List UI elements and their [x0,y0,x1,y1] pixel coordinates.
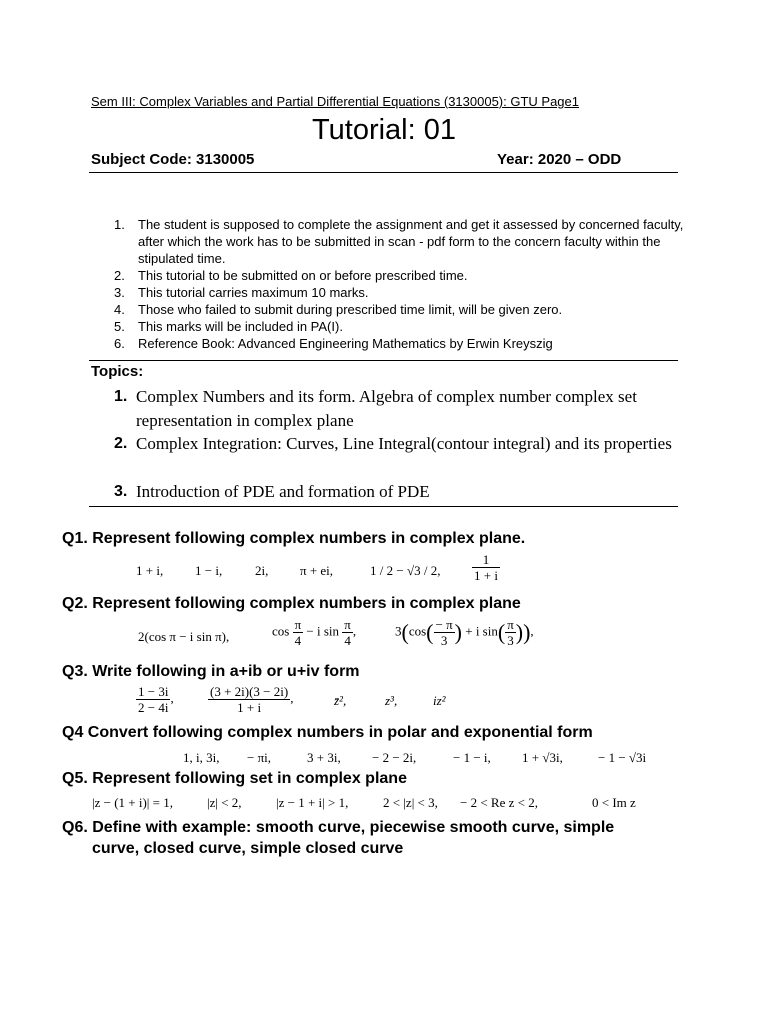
topic-number: 1. [114,388,128,405]
q3-expr: z̄², [334,693,347,708]
instruction-item: This tutorial to be submitted on or before prescribed time. [138,268,468,283]
fraction-numerator: (3 + 2i)(3 − 2i) [210,684,289,699]
topic-number: 2. [114,435,128,452]
q3-expr: iz² [433,693,446,708]
q1-expr: 2i, [255,563,269,578]
year: Year: 2020 – ODD [497,151,622,168]
instruction-item: This tutorial carries maximum 10 marks. [138,285,369,300]
fraction-numerator: 1 − 3i [138,684,169,699]
fraction-numerator: π [344,617,351,632]
q1-expr: π + ei, [300,563,334,578]
q4-expr: − 1 − √3i [598,750,647,765]
q1-expr: 1 − i, [195,563,223,578]
fraction-denominator: 3 [507,633,514,648]
fraction-numerator: 1 [472,552,500,568]
topics-divider [89,506,678,507]
coefficient: 3 [395,623,402,639]
q3-expr: $\frac{(3 + 2i)(3 - 2i)}{1 + i}$ , [210,684,294,715]
topic-text: Complex Numbers and its form. Algebra of complex number complex set representation in complex plane [136,387,637,430]
cos-text: cos [272,623,290,639]
topic-number: 3. [114,483,128,500]
q5-expr: 2 < |z| < 3, [383,795,438,810]
q4-expr: − 2 − 2i, [372,750,417,765]
q3-expr: z³, [385,693,398,708]
q5-expr: |z − (1 + i)| = 1, [92,795,173,810]
instruction-item: The student is supposed to complete the assignment and get it assessed by concerned faculty, after which the work has to be submitted in scan - pdf form to the concern faculty within the stipulated time. [138,217,684,266]
minus-isin-text: − i sin [306,623,340,639]
q2-expr: 3(cos( $\frac{- \pi}{3}$ ) + i sin( $\frac{\pi}{3}$ )), [395,617,534,648]
instruction-item: This marks will be included in PA(I). [138,319,343,334]
q3-expr: $\frac{1 - 3i}{2 - 4i}$ , [138,684,174,715]
topic-item [114,385,676,433]
fraction-denominator: 1 + i [237,700,262,715]
q4-expr: 3 + 3i, [307,750,341,765]
q4-expr: 1 + √3i, [522,750,563,765]
topic-text: Introduction of PDE and formation of PDE [136,482,430,501]
fraction-denominator: 4 [344,633,351,648]
fraction-denominator: 1 + i [474,568,498,583]
instruction-item: Reference Book: Advanced Engineering Mathematics by Erwin Kreyszig [138,336,553,351]
q1-expr: 1 / 2 − √3 / 2, [370,563,441,578]
q2-expr: cos $\frac{\pi}{4}$ − i sin $\frac{\pi}{4}$ , [272,617,357,648]
topic-item [114,432,676,456]
topic-item [114,480,676,504]
question-1: Q1. Represent following complex numbers in complex plane. [62,530,526,547]
q5-expr: 0 < Im z [592,795,636,810]
fraction-denominator: 4 [294,633,302,648]
q2-expr: 2(cos π − i sin π), [138,629,230,644]
course-header: Sem III: Complex Variables and Partial Differential Equations (3130005): GTU Page1 [91,94,579,109]
cos-text: cos [408,623,427,639]
q4-expr: − πi, [247,750,272,765]
instruction-item: Those who failed to submit during prescribed time limit, will be given zero. [138,302,563,317]
question-6-cont: curve, closed curve, simple closed curve [92,840,404,857]
fraction-numerator: π [294,617,302,632]
q1-fraction [472,552,500,583]
fraction-numerator: − π [435,617,453,632]
q4-expr: − 1 − i, [453,750,491,765]
q5-expr: |z| < 2, [207,795,242,810]
q5-expr: − 2 < Re z < 2, [460,795,538,810]
q4-expr: 1, i, 3i, [183,750,220,765]
question-4: Q4 Convert following complex numbers in polar and exponential form [62,724,593,741]
question-3: Q3. Write following in a+ib or u+iv form [62,663,360,680]
question-6: Q6. Define with example: smooth curve, piecewise smooth curve, simple [62,819,615,836]
topic-text: Complex Integration: Curves, Line Integral(contour integral) and its properties [136,434,672,453]
q1-expr: 1 + i, [136,563,164,578]
header-divider [89,172,678,173]
q5-expr: |z − 1 + i| > 1, [276,795,349,810]
subject-code: Subject Code: 3130005 [91,151,255,168]
fraction-denominator: 3 [440,633,448,648]
question-2: Q2. Represent following complex numbers in complex plane [62,595,521,612]
instruction-list [112,216,706,352]
fraction-denominator: 2 − 4i [138,700,169,715]
page-title: Tutorial: 01 [312,114,456,146]
question-5: Q5. Represent following set in complex plane [62,770,407,787]
fraction-numerator: π [507,617,514,632]
topics-heading: Topics: [91,363,144,380]
instructions-divider [89,360,678,361]
plus-isin-text: + i sin [465,623,498,639]
